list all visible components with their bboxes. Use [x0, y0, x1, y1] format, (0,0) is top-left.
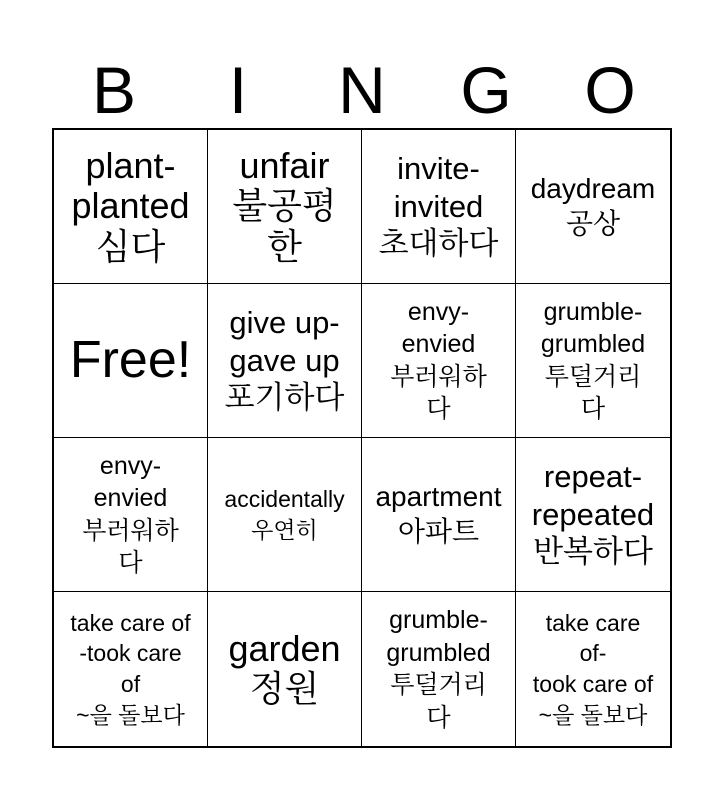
cell-text: grumble- grumbled 투덜거리 다 [386, 606, 491, 732]
free-space-text: Free! [69, 330, 192, 389]
header-letter-i: I [228, 53, 248, 127]
bingo-cell-r2c1-free[interactable] [54, 284, 208, 438]
cell-text: give up- gave up 포기하다 [224, 304, 345, 416]
header-letter-o: O [584, 53, 636, 127]
cell-text: apartment 아파트 [375, 481, 502, 547]
bingo-cell-r3c4[interactable] [516, 438, 670, 592]
cell-text: envy- envied 부러워하 다 [390, 297, 487, 423]
bingo-cell-r4c1[interactable] [54, 592, 208, 746]
bingo-cell-r1c2[interactable] [208, 130, 362, 284]
bingo-cell-r3c3[interactable] [362, 438, 516, 592]
cell-text: take care of- took care of ~을 돌보다 [532, 609, 654, 728]
bingo-cell-r1c1[interactable] [54, 130, 208, 284]
cell-text: garden 정원 [228, 627, 341, 709]
cell-text: plant- planted 심다 [71, 145, 190, 267]
cell-text: accidentally 우연히 [224, 485, 345, 543]
bingo-board [52, 128, 672, 748]
bingo-cell-r2c4[interactable] [516, 284, 670, 438]
cell-text: unfair 불공평 한 [232, 145, 337, 267]
bingo-cell-r1c4[interactable] [516, 130, 670, 284]
bingo-cell-r4c4[interactable] [516, 592, 670, 746]
header-letter-g: G [460, 53, 512, 127]
bingo-header [52, 52, 672, 128]
bingo-cell-r2c2[interactable] [208, 284, 362, 438]
bingo-cell-r2c3[interactable] [362, 284, 516, 438]
cell-text: envy- envied 부러워하 다 [82, 451, 179, 577]
header-letter-b: B [91, 53, 137, 127]
bingo-cell-r1c3[interactable] [362, 130, 516, 284]
cell-text: invite- invited 초대하다 [378, 150, 499, 262]
header-letter-n: N [338, 53, 386, 127]
cell-text: grumble- grumbled 투덜거리 다 [540, 297, 646, 423]
bingo-cell-r3c1[interactable] [54, 438, 208, 592]
bingo-cell-r4c2[interactable] [208, 592, 362, 746]
cell-text: repeat- repeated 반복하다 [531, 458, 655, 570]
cell-text: take care of -took care of ~을 돌보다 [70, 609, 191, 728]
bingo-cell-r3c2[interactable] [208, 438, 362, 592]
bingo-cell-r4c3[interactable] [362, 592, 516, 746]
cell-text: daydream 공상 [530, 173, 656, 239]
